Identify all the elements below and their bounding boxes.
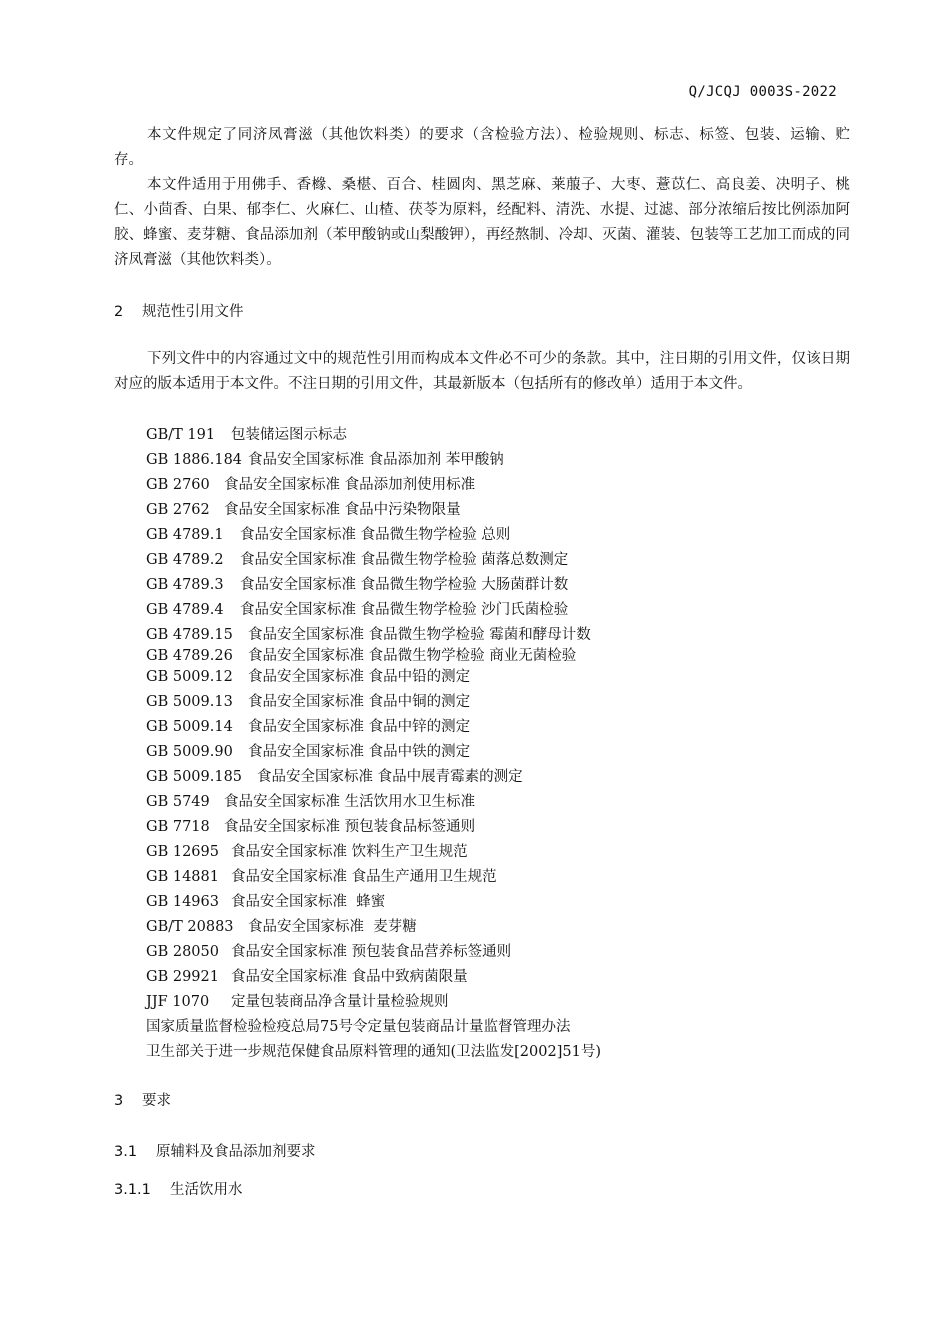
reference-item [146, 865, 497, 886]
reference-title: 国家质量监督检验检疫总局75号令定量包装商品计量监督管理办法 [146, 1019, 571, 1035]
reference-item [146, 598, 568, 619]
section-title: 要求 [142, 1093, 171, 1109]
reference-title: 食品安全国家标准 食品微生物学检验 商业无菌检验 [248, 648, 577, 664]
section-number: 3.1.1 [114, 1182, 151, 1198]
section-number: 3 [114, 1093, 124, 1109]
references-intro: 下列文件中的内容通过文中的规范性引用而构成本文件必不可少的条款。其中，注日期的引用文件，仅该日期对应的版本适用于本文件。不注日期的引用文件，其最新版本（包括所有的修改单）适用于本文件。 [114, 351, 850, 392]
reference-code: GB 4789.4 [146, 602, 224, 618]
reference-code: GB/T 20883 [146, 919, 234, 935]
reference-title: 食品安全国家标准 食品添加剂 苯甲酸钠 [248, 452, 504, 468]
reference-code: GB 5749 [146, 794, 210, 810]
scope-paragraph-2: 本文件适用于用佛手、香橼、桑椹、百合、桂圆肉、黑芝麻、莱菔子、大枣、薏苡仁、高良姜、决明子、桃仁、小茴香、白果、郁李仁、火麻仁、山楂、茯苓为原料，经配料、清洗、水提、过滤、部分浓缩后按比例添加阿胶、蜂蜜、麦芽糖、食品添加剂（苯甲酸钠或山梨酸钾），再经熬制、冷却、灭菌、灌装、包装等工艺加工而成的同济凤膏滋（其他饮料类）。 [114, 177, 850, 268]
reference-title: 食品安全国家标准 饮料生产卫生规范 [231, 844, 468, 860]
reference-code: GB 5009.185 [146, 769, 243, 785]
reference-item [146, 573, 568, 594]
reference-item [146, 423, 347, 444]
reference-item [146, 498, 461, 519]
reference-title: 食品安全国家标准 生活饮用水卫生标准 [224, 794, 476, 810]
section-title: 生活饮用水 [170, 1182, 243, 1198]
reference-code: GB 5009.13 [146, 694, 233, 710]
reference-code: GB 2760 [146, 477, 210, 493]
reference-code: GB/T 191 [146, 427, 216, 443]
reference-title: 卫生部关于进一步规范保健食品原料管理的通知(卫法监发[2002]51号) [146, 1044, 601, 1060]
reference-item [146, 715, 470, 736]
reference-code: GB 7718 [146, 819, 210, 835]
reference-code: GB 28050 [146, 944, 219, 960]
reference-title: 食品安全国家标准 食品添加剂使用标准 [224, 477, 476, 493]
reference-title: 食品安全国家标准 食品中锌的测定 [248, 719, 471, 735]
reference-item [146, 790, 475, 811]
reference-item [146, 448, 504, 469]
reference-title: 食品安全国家标准 食品微生物学检验 沙门氏菌检验 [240, 602, 569, 618]
reference-title: 食品安全国家标准 麦芽糖 [248, 919, 417, 935]
reference-title: 食品安全国家标准 食品中铅的测定 [248, 669, 471, 685]
reference-code: GB 29921 [146, 969, 219, 985]
reference-item [146, 890, 385, 911]
scope-paragraph-1: 本文件规定了同济凤膏滋（其他饮料类）的要求（含检验方法）、检验规则、标志、标签、包装、运输、贮存。 [114, 127, 850, 168]
reference-code: GB 5009.14 [146, 719, 233, 735]
section-3-1-heading [114, 1140, 316, 1161]
reference-title: 食品安全国家标准 食品生产通用卫生规范 [231, 869, 497, 885]
section-title: 规范性引用文件 [142, 304, 244, 320]
reference-title: 食品安全国家标准 食品中铜的测定 [248, 694, 471, 710]
reference-code: GB 12695 [146, 844, 219, 860]
reference-title: 食品安全国家标准 预包装食品标签通则 [224, 819, 476, 835]
reference-item [146, 548, 568, 569]
reference-item [146, 473, 475, 494]
reference-code: GB 4789.1 [146, 527, 224, 543]
section-title: 原辅料及食品添加剂要求 [156, 1144, 316, 1160]
reference-title: 食品安全国家标准 蜂蜜 [231, 894, 386, 910]
reference-code: GB 14963 [146, 894, 219, 910]
reference-item [146, 644, 576, 665]
reference-title: 包装储运图示标志 [231, 427, 347, 443]
reference-title: 食品安全国家标准 食品微生物学检验 总则 [240, 527, 511, 543]
reference-title: 食品安全国家标准 食品微生物学检验 大肠菌群计数 [240, 577, 569, 593]
reference-item [146, 523, 510, 544]
reference-title: 食品安全国家标准 食品中铁的测定 [248, 744, 471, 760]
reference-item [146, 690, 470, 711]
reference-title: 食品安全国家标准 食品中致病菌限量 [231, 969, 468, 985]
section-number: 2 [114, 304, 124, 320]
section-3-heading [114, 1089, 171, 1110]
section-2-heading [114, 300, 244, 321]
reference-code: JJF 1070 [146, 994, 210, 1010]
reference-item [146, 915, 417, 936]
section-3-1-1-heading [114, 1178, 243, 1199]
reference-title: 定量包装商品净含量计量检验规则 [231, 994, 449, 1010]
reference-item [146, 623, 591, 644]
reference-code: GB 5009.90 [146, 744, 233, 760]
reference-item [146, 990, 449, 1011]
reference-code: GB 4789.2 [146, 552, 224, 568]
reference-code: GB 2762 [146, 502, 210, 518]
section-number: 3.1 [114, 1144, 138, 1160]
reference-item [146, 840, 468, 861]
reference-item [146, 940, 511, 961]
reference-item [146, 665, 470, 686]
reference-title: 食品安全国家标准 食品微生物学检验 霉菌和酵母计数 [248, 627, 591, 643]
reference-code: GB 14881 [146, 869, 219, 885]
reference-code: GB 4789.26 [146, 648, 233, 664]
reference-code: GB 4789.15 [146, 627, 233, 643]
reference-item [146, 1015, 570, 1036]
reference-code: GB 1886.184 [146, 452, 243, 468]
reference-item [146, 740, 470, 761]
reference-item [146, 765, 523, 786]
reference-code: GB 4789.3 [146, 577, 224, 593]
reference-title: 食品安全国家标准 食品中污染物限量 [224, 502, 461, 518]
reference-title: 食品安全国家标准 预包装食品营养标签通则 [231, 944, 512, 960]
reference-item [146, 1040, 601, 1061]
reference-code: GB 5009.12 [146, 669, 233, 685]
reference-item [146, 815, 475, 836]
document-number: Q/JCQJ 0003S-2022 [688, 84, 837, 100]
reference-title: 食品安全国家标准 食品中展青霉素的测定 [257, 769, 523, 785]
reference-item [146, 965, 468, 986]
reference-title: 食品安全国家标准 食品微生物学检验 菌落总数测定 [240, 552, 569, 568]
